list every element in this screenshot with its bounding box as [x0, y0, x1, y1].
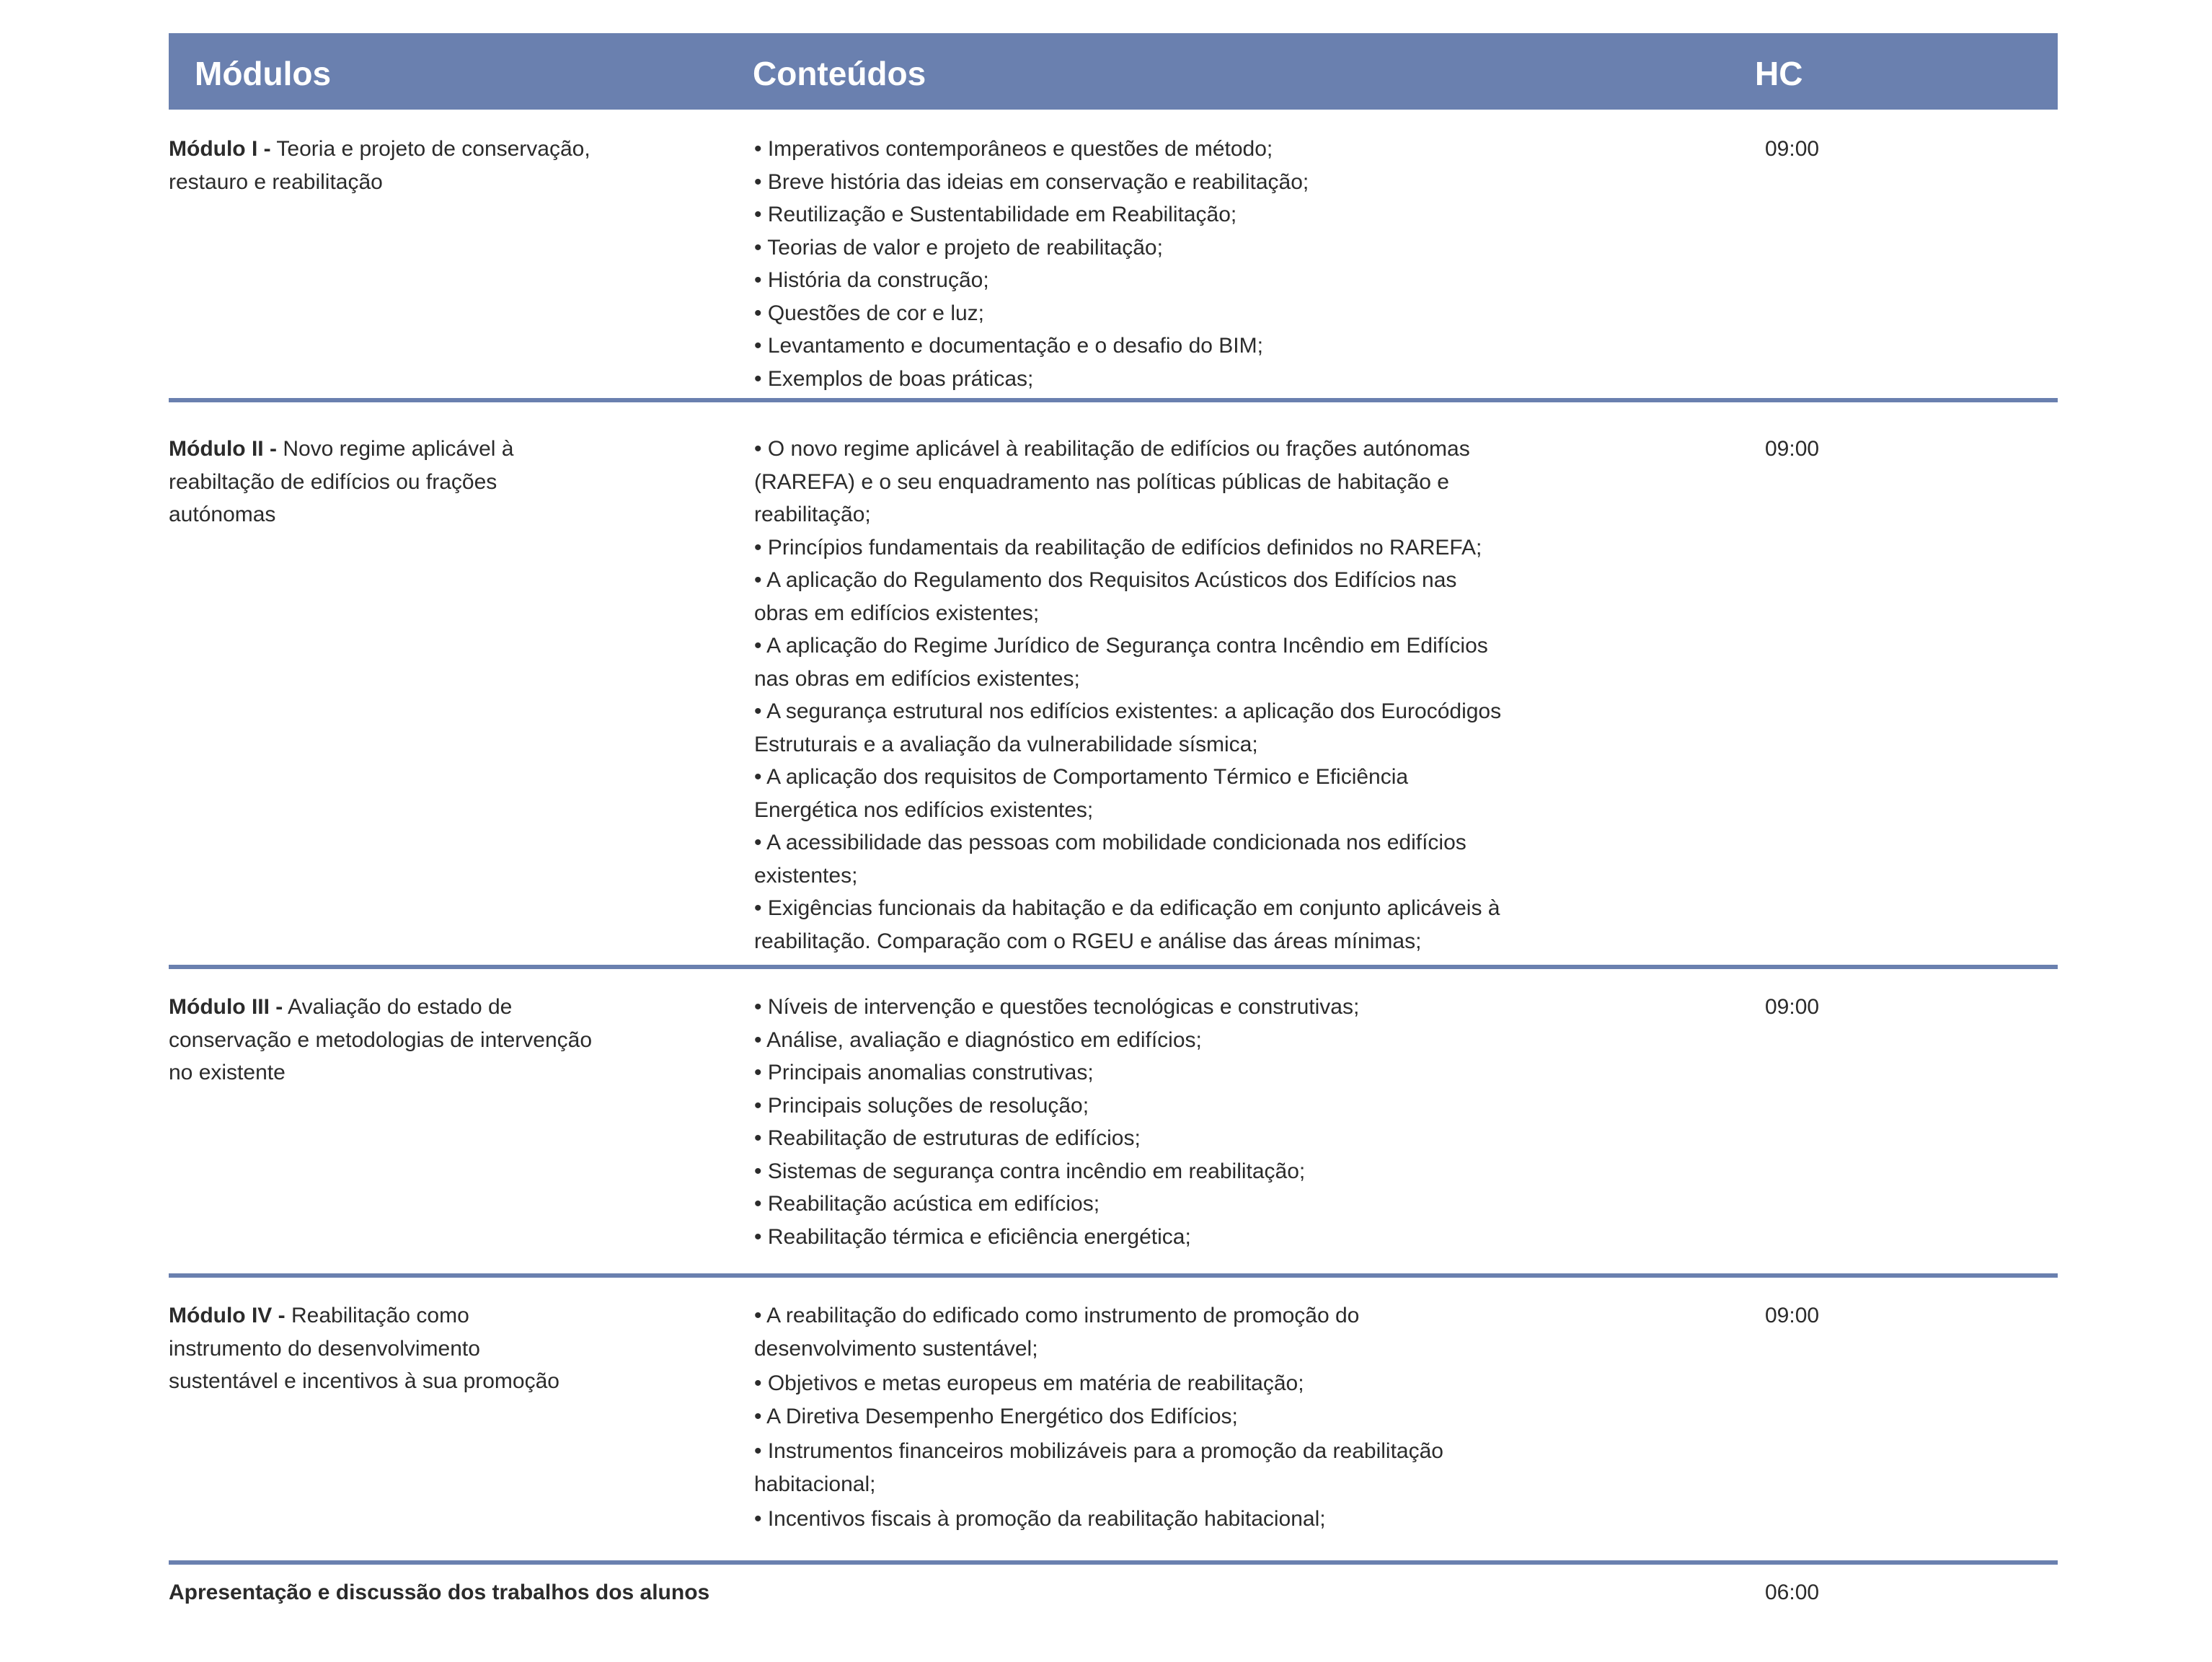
modules-table [169, 33, 2058, 1622]
module-cell [169, 133, 673, 198]
list-item: • Objetivos e metas europeus em matéria de reabilitação; [754, 1371, 1304, 1395]
list-item: • Principais soluções de resolução; [754, 1093, 1089, 1118]
module-title: sustentável e incentivos à sua promoção [169, 1369, 559, 1393]
contents-list [754, 1299, 1619, 1536]
header-conteudos: Conteúdos [753, 55, 926, 92]
list-item: • Reabilitação de estruturas de edifícios; [754, 1126, 1141, 1150]
list-item: • A segurança estrutural nos edifícios existentes: a aplicação dos Eurocódigos [754, 699, 1502, 723]
list-item: • Análise, avaliação e diagnóstico em edifícios; [754, 1027, 1202, 1052]
list-item: • O novo regime aplicável à reabilitação de edifícios ou frações autónomas [754, 437, 1470, 461]
list-item: • Breve história das ideias em conservação e reabilitação; [754, 169, 1309, 194]
module-cell [169, 991, 673, 1089]
list-item: • A acessibilidade das pessoas com mobilidade condicionada nos edifícios [754, 831, 1466, 854]
hours-value: 09:00 [1765, 437, 1820, 461]
header-hc: HC [1755, 55, 1803, 92]
table-row [169, 1278, 2058, 1565]
list-item: • Imperativos contemporâneos e questões de método; [754, 137, 1273, 161]
list-item: • Níveis de intervenção e questões tecnológicas e construtivas; [754, 995, 1360, 1019]
list-item: • Questões de cor e luz; [754, 301, 984, 325]
list-item: • Princípios fundamentais da reabilitação de edifícios definidos no RAREFA; [754, 535, 1482, 560]
list-item: • A reabilitação do edificado como instrumento de promoção do [754, 1304, 1360, 1327]
list-item: • Teorias de valor e projeto de reabilitação; [754, 235, 1163, 260]
module-label: Módulo IV - [169, 1304, 286, 1327]
table-row [169, 110, 2058, 402]
hours-value: 09:00 [1765, 995, 1820, 1019]
list-item: Estruturais e a avaliação da vulnerabilidade sísmica; [754, 732, 1258, 756]
list-item: • A Diretiva Desempenho Energético dos Edifícios; [754, 1404, 1238, 1428]
module-title: reabiltação de edifícios ou frações [169, 469, 497, 494]
header-modulos: Módulos [195, 55, 332, 92]
module-title: Teoria e projeto de conservação, [276, 137, 590, 161]
list-item: • Levantamento e documentação e o desafio do BIM; [754, 334, 1263, 358]
module-label: Módulo I - [169, 137, 271, 161]
module-title: Novo regime aplicável à [283, 437, 514, 461]
list-item: • Reabilitação térmica e eficiência energética; [754, 1224, 1191, 1249]
module-cell [169, 1299, 673, 1398]
list-item: • Reutilização e Sustentabilidade em Reabilitação; [754, 203, 1237, 226]
list-item: • Instrumentos financeiros mobilizáveis para a promoção da reabilitação [754, 1439, 1443, 1463]
list-item: Energética nos edifícios existentes; [754, 797, 1094, 822]
list-item: (RAREFA) e o seu enquadramento nas políticas públicas de habitação e [754, 469, 1449, 494]
list-item: • A aplicação dos requisitos de Comportamento Térmico e Eficiência [754, 765, 1409, 789]
list-item: • Reabilitação acústica em edifícios; [754, 1192, 1100, 1216]
module-title: Reabilitação como [291, 1304, 469, 1327]
contents-list [754, 133, 1619, 395]
list-item: • A aplicação do Regulamento dos Requisitos Acústicos dos Edifícios nas [754, 568, 1457, 592]
list-item: • A aplicação do Regime Jurídico de Segurança contra Incêndio em Edifícios [754, 634, 1488, 658]
table-row [169, 969, 2058, 1278]
list-item: • Sistemas de segurança contra incêndio em reabilitação; [754, 1159, 1306, 1183]
list-item: reabilitação; [754, 503, 871, 526]
contents-list [754, 991, 1619, 1253]
table-header [169, 33, 2058, 110]
list-item: obras em edifícios existentes; [754, 601, 1040, 625]
list-item: desenvolvimento sustentável; [754, 1336, 1038, 1361]
module-title: conservação e metodologias de intervenção [169, 1027, 593, 1052]
list-item: • Principais anomalias construtivas; [754, 1061, 1094, 1084]
list-item: reabilitação. Comparação com o RGEU e análise das áreas mínimas; [754, 929, 1422, 953]
final-label: Apresentação e discussão dos trabalhos dos alunos [169, 1581, 710, 1604]
module-title: Avaliação do estado de [287, 995, 513, 1019]
table-row [169, 402, 2058, 969]
list-item: existentes; [754, 863, 858, 888]
list-item: habitacional; [754, 1472, 876, 1496]
contents-list [754, 433, 1619, 958]
list-item: • Exemplos de boas práticas; [754, 366, 1034, 391]
list-item: • Exigências funcionais da habitação e da edificação em conjunto aplicáveis à [754, 896, 1500, 920]
hours-value: 09:00 [1765, 1304, 1820, 1327]
hours-value: 06:00 [1765, 1581, 1820, 1604]
module-cell [169, 433, 673, 531]
module-title: no existente [169, 1061, 286, 1084]
final-row [169, 1565, 2058, 1622]
module-title: restauro e reabilitação [169, 169, 383, 194]
module-title: instrumento do desenvolvimento [169, 1336, 480, 1361]
list-item: • Incentivos fiscais à promoção da reabilitação habitacional; [754, 1507, 1326, 1531]
list-item: • História da construção; [754, 268, 989, 292]
module-title: autónomas [169, 503, 276, 526]
list-item: nas obras em edifícios existentes; [754, 666, 1080, 691]
hours-value: 09:00 [1765, 137, 1820, 161]
module-label: Módulo II - [169, 437, 277, 461]
module-label: Módulo III - [169, 995, 283, 1019]
